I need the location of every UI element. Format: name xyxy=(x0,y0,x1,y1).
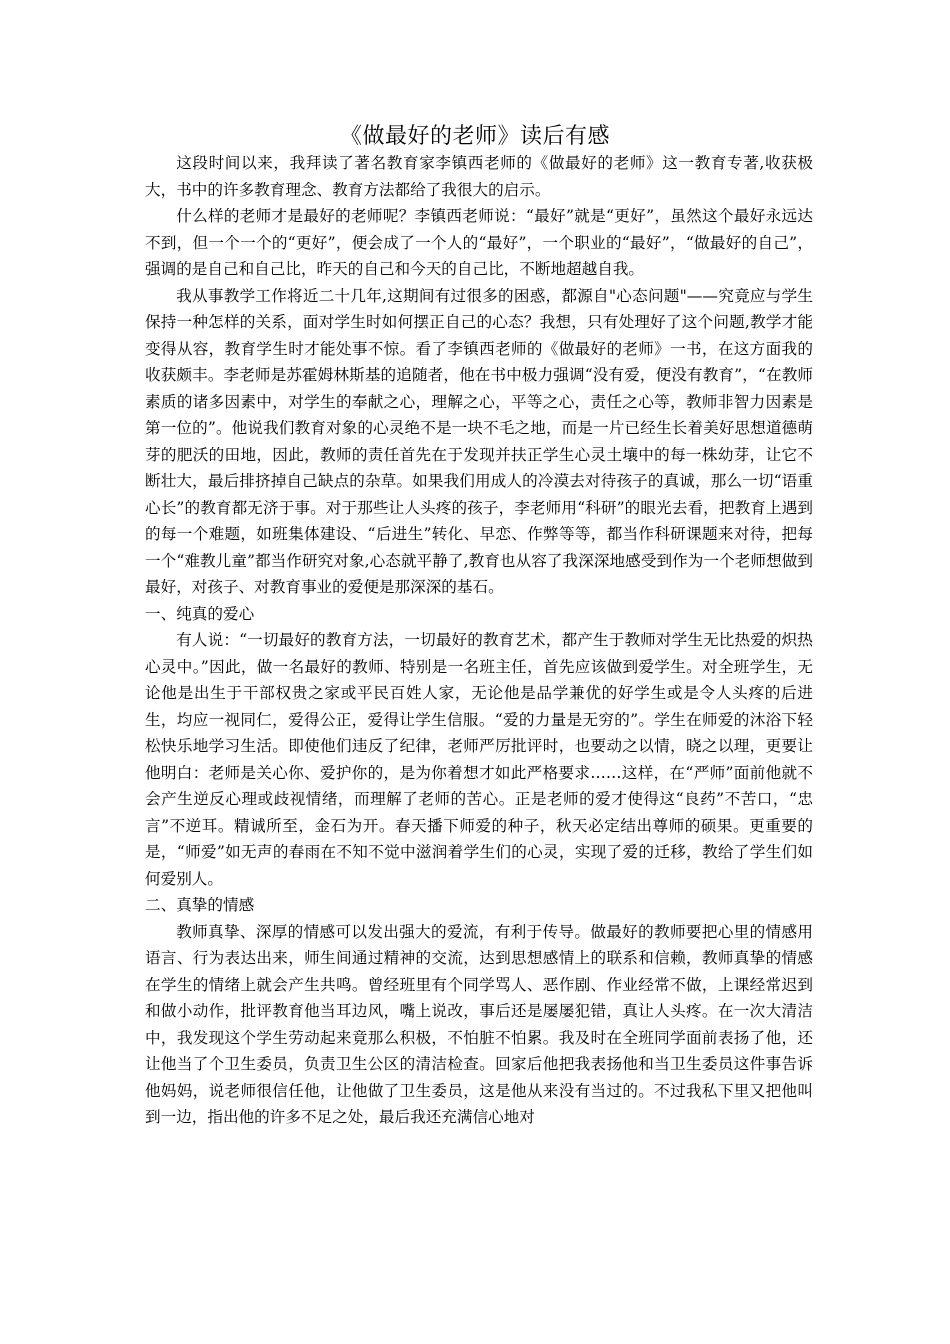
paragraph-intro: 这段时间以来，我拜读了著名教育家李镇西老师的《做最好的老师》这一教育专著,收获极大，书中的许多教育理念、教育方法都给了我很大的启示。 xyxy=(145,154,813,199)
document-title: 《做最好的老师》读后有感 xyxy=(339,124,610,149)
paragraph-best-teacher: 什么样的老师才是最好的老师呢？李镇西老师说：“最好”就是“更好”，虽然这个最好永远达不到，但一个一个的“更好”，便会成了一个人的“最好”，一个职业的“最好”，“做最好的自己”，强调的是自己和自己比，昨天的自己和今天的自己比，不断地超越自我。 xyxy=(145,207,813,278)
paragraph-emotion: 教师真挚、深厚的情感可以发出强大的爱流，有利于传导。做最好的教师要把心里的情感用语言、行为表达出来，师生间通过精神的交流，达到思想感情上的联系和信赖，教师真挚的情感在学生的情绪上就会产生共鸣。曾经班里有个同学骂人、恶作剧、作业经常不做，上课经常迟到和做小动作，批评教育他当耳边风，嘴上说改，事后还是屡屡犯错，真让人头疼。在一次大清洁中，我发现这个学生劳动起来竟那么积极，不怕脏不怕累。我及时在全班同学面前表扬了他，还让他当了个卫生委员，负责卫生公区的清洁检查。回家后他把我表扬他和当卫生委员这件事告诉他妈妈，说老师很信任他，让他做了卫生委员，这是他从来没有当过的。不过我私下里又把他叫到一边，指出他的许多不足之处，最后我还充满信心地对 xyxy=(145,922,813,1126)
paragraph-mindset: 我从事教学工作将近二十几年,这期间有过很多的困惑，都源自"心态问题"——究竟应与学生保持一种怎样的关系，面对学生时如何摆正自己的心态？我想，只有处理好了这个问题,教学才能变得从容，教育学生时才能处事不惊。看了李镇西老师的《做最好的老师》一书，在这方面我的收获颇丰。李老师是苏霍姆林斯基的追随者，他在书中极力强调“没有爱，便没有教育”，“在教师素质的诸多因素中，对学生的奉献之心，理解之心，平等之心，责任之心等，教师非智力因素是第一位的”。他说我们教育对象的心灵绝不是一块不毛之地，而是一片已经生长着美好思想道德萌芽的肥沃的田地，因此，教师的责任首先在于发现并扶正学生心灵土壤中的每一株幼芽，让它不断壮大，最后排挤掉自己缺点的杂草。如果我们用成人的冷漠去对待孩子的真诚，那么一切“语重心长”的教育都无济于事。对于那些让人头疼的孩子，李老师用“科研”的眼光去看，把教育上遇到的每一个难题，如班集体建设、“后进生”转化、早恋、作弊等等，都当作科研课题来对待，把每一个“难教儿童”都当作研究对象,心态就平静了,教育也从容了我深深地感受到作为一个老师想做到最好，对孩子、对教育事业的爱便是那深深的基石。 xyxy=(145,286,813,596)
section-heading-love: 一、纯真的爱心 xyxy=(145,604,255,623)
paragraph-love: 有人说：“一切最好的教育方法，一切最好的教育艺术，都产生于教师对学生无比热爱的炽热心灵中。”因此，做一名最好的教师、特别是一名班主任，首先应该做到爱学生。对全班学生，无论他是出生于干部权贵之家或平民百姓人家，无论他是品学兼优的好学生或是令人头疼的后进生，均应一视同仁，爱得公正，爱得让学生信服。“爱的力量是无穷的”。学生在师爱的沐浴下轻松快乐地学习生活。即使他们违反了纪律，老师严厉批评时，也要动之以情，晓之以理，更要让他明白：老师是关心你、爱护你的，是为你着想才如此严格要求……这样，在“严师”面前他就不会产生逆反心理或歧视情绪，而理解了老师的苦心。正是老师的爱才使得这“良药”不苦口，“忠言”不逆耳。精诚所至，金石为开。春天播下师爱的种子，秋天必定结出尊师的硕果。更重要的是，“师爱”如无声的春雨在不知不觉中滋润着学生们的心灵，实现了爱的迁移，教给了学生们如何爱别人。 xyxy=(145,631,813,888)
section-heading-emotion: 二、真挚的情感 xyxy=(145,896,255,914)
document-body xyxy=(145,150,813,1131)
